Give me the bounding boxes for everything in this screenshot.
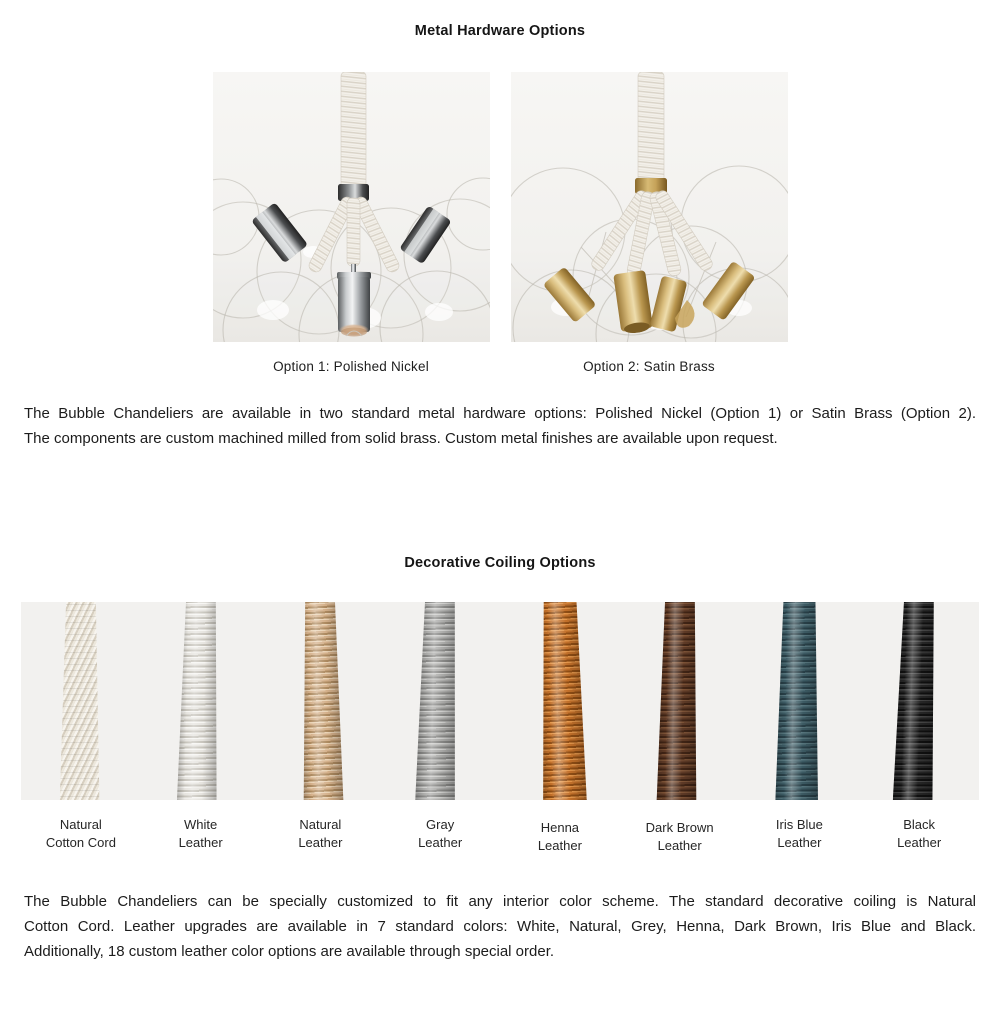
label-line: Gray	[426, 817, 455, 832]
label-iris-blue-leather	[740, 816, 860, 855]
swatch-iris-blue-leather	[740, 602, 860, 800]
coiling-section-title: Decorative Coiling Options	[404, 555, 596, 571]
coiling-description-line: Cotton Cord. Leather upgrades are available in 7 standard colors: White, Natural, Grey, Henna, Dark Brown, Iris Blue and Black.	[24, 918, 976, 935]
label-line: White	[184, 817, 218, 832]
coil-dark-brown-leather	[656, 602, 700, 800]
label-line: Cotton Cord	[45, 835, 116, 850]
coil-iris-blue-leather	[775, 602, 821, 800]
label-line: Natural	[299, 817, 342, 832]
hardware-photo-row	[0, 72, 1000, 342]
swatch-natural-cotton-cord	[21, 602, 141, 800]
coiling-swatch-strip	[21, 602, 979, 800]
swatch-white-leather	[141, 602, 261, 800]
label-black-leather	[859, 816, 979, 855]
swatch-gray-leather	[380, 602, 500, 800]
hardware-section-title: Metal Hardware Options	[414, 23, 586, 39]
label-white-leather	[141, 816, 261, 855]
caption-option-1: Option 1: Polished Nickel	[273, 359, 429, 374]
coil-natural-cotton-cord	[59, 602, 100, 800]
label-line: Leather	[537, 838, 582, 853]
label-line: Leather	[418, 835, 463, 850]
hardware-description-line: The Bubble Chandeliers are available in two standard metal hardware options: Polished Nickel (Option 1) or Satin Brass (Option 2).	[24, 405, 976, 422]
swatch-black-leather	[859, 602, 979, 800]
label-line: Natural	[59, 817, 102, 832]
label-line: Iris Blue	[775, 817, 823, 832]
label-natural-cotton-cord	[21, 816, 141, 855]
polished-nickel-photo	[213, 72, 490, 342]
coiling-description-line: The Bubble Chandeliers can be specially customized to fit any interior color scheme. The standard decorative coiling is Natural	[24, 893, 976, 910]
coil-white-leather	[176, 602, 220, 800]
swatch-henna-leather	[500, 602, 620, 800]
polished-nickel-illustration	[213, 72, 490, 342]
label-line: Leather	[777, 835, 822, 850]
label-natural-leather	[261, 816, 381, 855]
label-gray-leather	[380, 816, 500, 855]
label-dark-brown-leather	[620, 816, 740, 855]
coiling-description-line: Additionally, 18 custom leather color options are available through special order.	[24, 943, 555, 960]
coil-gray-leather	[415, 602, 460, 800]
hardware-captions	[0, 359, 1000, 374]
satin-brass-photo	[511, 72, 788, 342]
satin-brass-illustration	[511, 72, 788, 342]
label-henna-leather	[500, 816, 620, 855]
swatch-natural-leather	[261, 602, 381, 800]
swatch-dark-brown-leather	[620, 602, 740, 800]
label-line: Dark Brown	[645, 820, 714, 835]
coiling-description	[24, 889, 976, 964]
label-line: Black	[903, 817, 936, 832]
label-line: Henna	[540, 820, 580, 835]
label-line: Leather	[657, 838, 702, 853]
coil-black-leather	[893, 602, 940, 800]
label-line: Leather	[897, 835, 942, 850]
label-line: Leather	[298, 835, 343, 850]
coiling-labels	[21, 816, 979, 855]
hardware-description-line: The components are custom machined milled from solid brass. Custom metal finishes are available upon request.	[24, 430, 778, 447]
coil-henna-leather	[538, 602, 587, 800]
hardware-description	[24, 401, 976, 451]
label-line: Leather	[178, 835, 223, 850]
caption-option-2: Option 2: Satin Brass	[583, 359, 715, 374]
coil-natural-leather	[300, 602, 344, 800]
